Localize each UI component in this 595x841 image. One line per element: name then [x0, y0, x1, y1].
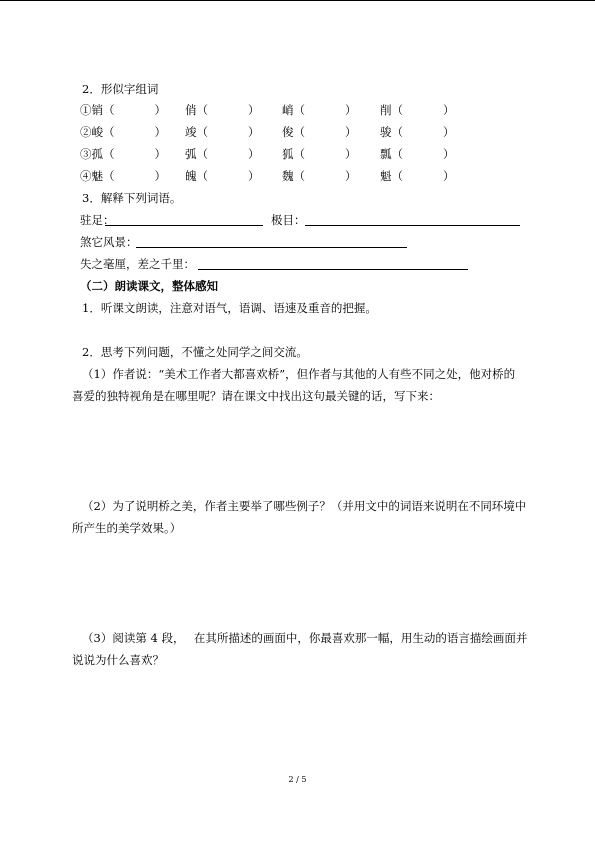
grid-char: 峭	[282, 103, 294, 117]
answer-blank[interactable]	[305, 225, 520, 226]
section-heading: （二）朗读课文，整体感知	[80, 279, 218, 293]
grid-cell: 竣（ ）	[185, 125, 260, 139]
grid-cell: 骏（ ）	[380, 125, 455, 139]
top-rule	[0, 0, 595, 1]
q2-title: 2．形似字组词	[82, 82, 159, 96]
grid-cell: 俏（ ）	[185, 103, 260, 117]
grid-cell: ①销（ ）	[80, 103, 166, 117]
answer-blank[interactable]	[105, 225, 263, 226]
answer-blank[interactable]	[198, 269, 468, 270]
grid-char: 魏	[282, 169, 294, 183]
grid-cell: 峭（ ）	[282, 103, 357, 117]
grid-char: 俊	[282, 125, 294, 139]
question-2-line: 所产生的美学效果。）	[72, 521, 182, 535]
term-label: 煞它风景：	[80, 235, 138, 249]
q3-title: 3．解释下列词语。	[82, 191, 182, 205]
question-1-line: （1）作者说：“美术工作者大都喜欢桥”，但作者与其他的人有些不同之处，他对桥的	[82, 367, 516, 381]
item-1: 1．听课文朗读，注意对语气，语调、语速及重音的把握。	[82, 301, 377, 315]
grid-char: ④魅	[80, 169, 103, 183]
grid-char: 魄	[185, 169, 197, 183]
grid-char: 弧	[185, 147, 197, 161]
term-label: 驻足：	[80, 213, 115, 227]
question-2-line: （2）为了说明桥之美，作者主要举了哪些例子？（并用文中的词语来说明在不同环境中	[82, 499, 527, 513]
page-number: 2 / 5	[288, 775, 307, 784]
grid-cell: 削（ ）	[380, 103, 455, 117]
grid-cell: 瓢（ ）	[380, 147, 455, 161]
grid-char: ②峻	[80, 125, 103, 139]
grid-char: 骏	[380, 125, 392, 139]
grid-cell: 弧（ ）	[185, 147, 260, 161]
grid-char: 瓢	[380, 147, 392, 161]
term-label: 失之毫厘，差之千里：	[80, 257, 195, 271]
grid-cell: ④魅（ ）	[80, 169, 166, 183]
term-label: 极目：	[271, 213, 306, 227]
grid-char: 魁	[380, 169, 392, 183]
grid-char: 竣	[185, 125, 197, 139]
grid-char: 削	[380, 103, 392, 117]
grid-cell: 魁（ ）	[380, 169, 455, 183]
grid-cell: 魏（ ）	[282, 169, 357, 183]
grid-char: 俏	[185, 103, 197, 117]
question-3-line: 说说为什么喜欢？	[72, 653, 164, 667]
question-3-line: （3）阅读第 4 段， 在其所描述的画面中，你最喜欢那一幅，用生动的语言描绘画面并	[82, 631, 528, 645]
question-1-line: 喜爱的独特视角是在哪里呢？请在课文中找出这句最关键的话，写下来：	[72, 389, 440, 403]
grid-cell: 魄（ ）	[185, 169, 260, 183]
grid-cell: 俊（ ）	[282, 125, 357, 139]
grid-cell: ②峻（ ）	[80, 125, 166, 139]
grid-char: ①销	[80, 103, 103, 117]
grid-cell: 狐（ ）	[282, 147, 357, 161]
answer-blank[interactable]	[136, 247, 407, 248]
grid-char: ③孤	[80, 147, 103, 161]
grid-char: 狐	[282, 147, 294, 161]
grid-cell: ③孤（ ）	[80, 147, 166, 161]
item-2: 2．思考下列问题，不懂之处同学之间交流。	[82, 345, 308, 359]
